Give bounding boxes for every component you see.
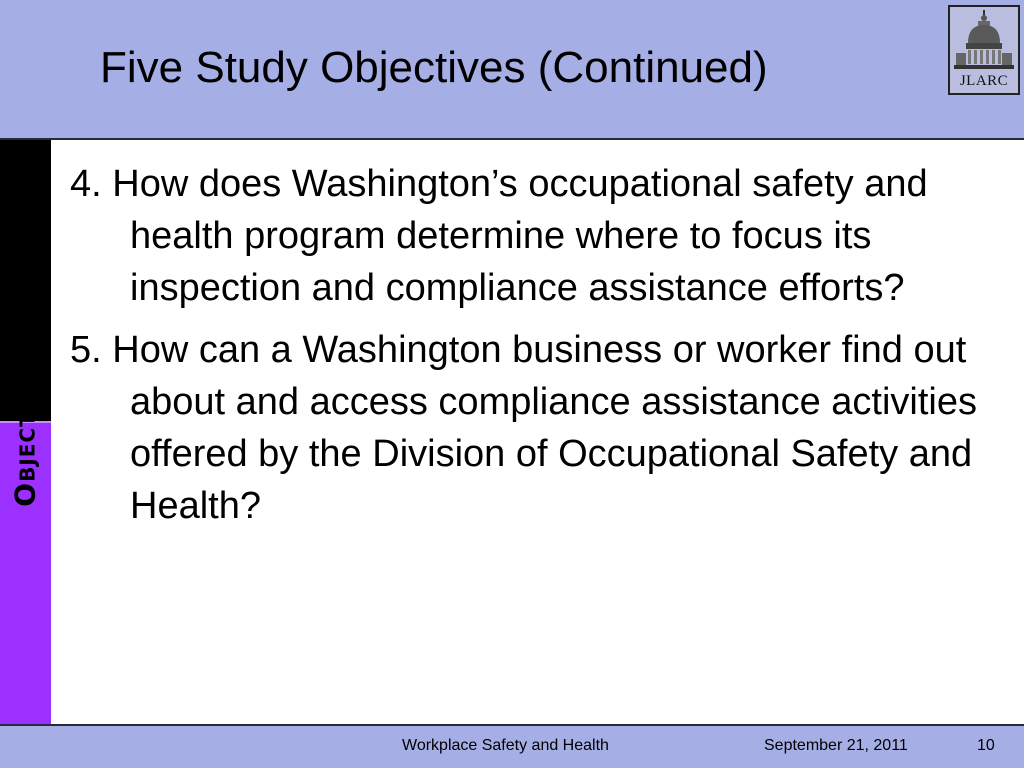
- sidebar-label: Objectives: [8, 357, 42, 507]
- slide-content: [70, 158, 1010, 542]
- objective-item: 4. How does Washington’s occupational safety and health program determine where to focus its inspection and compliance assistance efforts?: [70, 163, 928, 309]
- objective-item: 5. How can a Washington business or worker find out about and access compliance assistance activities offered by the Division of Occupational Safety and Health?: [70, 329, 978, 527]
- capitol-dome-icon: [950, 7, 1018, 73]
- slide-header: [0, 0, 1024, 140]
- jlarc-logo: [948, 5, 1020, 95]
- footer-title: Workplace Safety and Health: [402, 737, 609, 754]
- page-number: 10: [977, 737, 995, 754]
- slide-title: Five Study Objectives (Continued): [100, 43, 768, 92]
- slide-footer: [0, 724, 1024, 768]
- footer-date: September 21, 2011: [764, 737, 908, 754]
- logo-text: JLARC: [959, 73, 1009, 89]
